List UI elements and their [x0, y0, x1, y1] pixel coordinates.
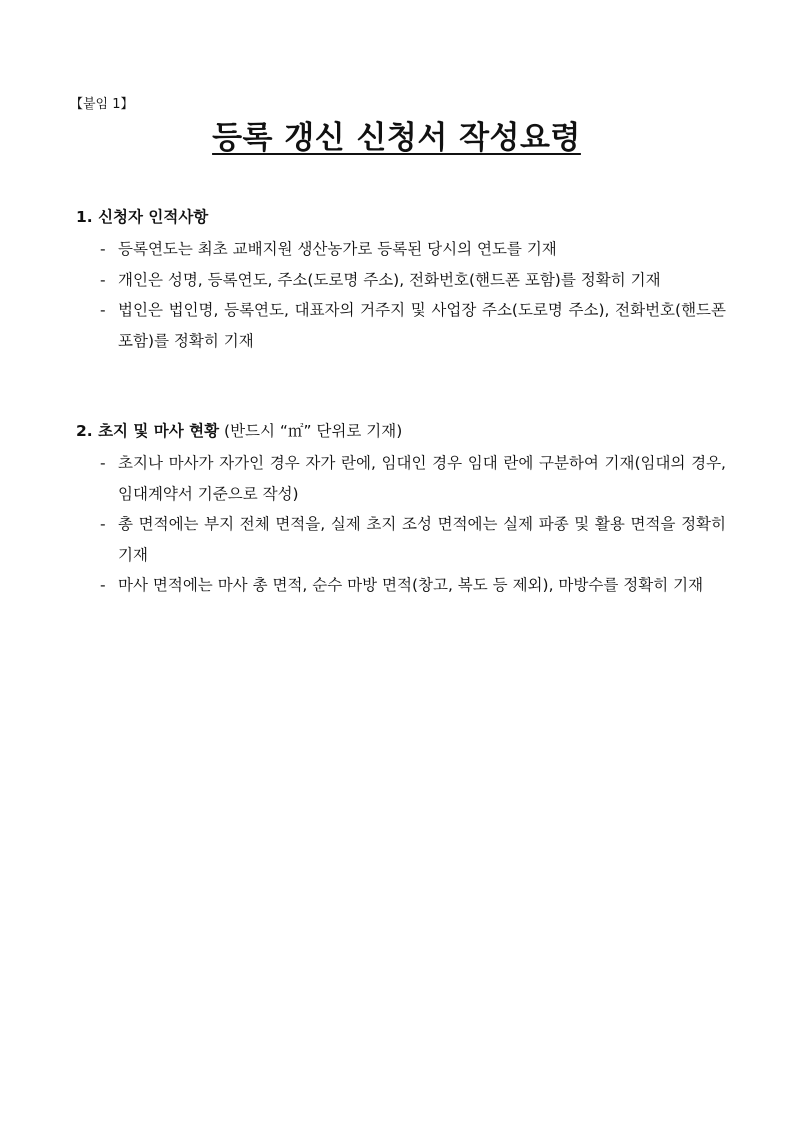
document-title — [0, 112, 793, 157]
dash-bullet: - — [100, 515, 106, 533]
list-item — [76, 448, 726, 509]
document-title-text: 등록 갱신 신청서 작성요령 — [212, 120, 581, 156]
section-heading-note: (반드시 “㎡” 단위로 기재) — [224, 422, 403, 440]
list-item-text: 등록연도는 최초 교배지원 생산농가로 등록된 당시의 연도를 기재 — [118, 240, 557, 258]
list-item-text: 초지나 마사가 자가인 경우 자가 란에, 임대인 경우 임대 란에 구분하여 기재(임대의 경우, 임대계약서 기준으로 작성) — [118, 454, 726, 503]
list-item-text: 마사 면적에는 마사 총 면적, 순수 마방 면적(창고, 복도 등 제외), 마방수를 정확히 기재 — [118, 576, 704, 594]
dash-bullet: - — [100, 301, 106, 319]
dash-bullet: - — [100, 240, 106, 258]
list-item-text: 개인은 성명, 등록연도, 주소(도로명 주소), 전화번호(핸드폰 포함)를 정확히 기재 — [118, 270, 661, 289]
list-item — [76, 570, 726, 601]
attachment-label: 【붙임 1】 — [70, 97, 134, 112]
list-item — [76, 295, 726, 356]
list-item — [76, 234, 726, 265]
dash-bullet: - — [100, 270, 106, 289]
section-heading — [76, 204, 726, 230]
dash-bullet: - — [100, 576, 106, 594]
section-item-list — [76, 234, 726, 356]
section-pasture-stable — [76, 418, 726, 601]
dash-bullet: - — [100, 454, 106, 472]
section-heading-text: 2. 초지 및 마사 현황 — [76, 422, 220, 440]
section-heading-text: 1. 신청자 인적사항 — [76, 208, 209, 226]
section-applicant-info — [76, 204, 726, 356]
list-item-text: 총 면적에는 부지 전체 면적을, 실제 초지 조성 면적에는 실제 파종 및 활용 면적을 정확히 기재 — [118, 515, 726, 564]
list-item — [76, 265, 726, 296]
section-heading — [76, 418, 726, 444]
list-item-text: 법인은 법인명, 등록연도, 대표자의 거주지 및 사업장 주소(도로명 주소), 전화번호(핸드폰 포함)를 정확히 기재 — [118, 301, 726, 350]
section-item-list — [76, 448, 726, 601]
list-item — [76, 509, 726, 570]
